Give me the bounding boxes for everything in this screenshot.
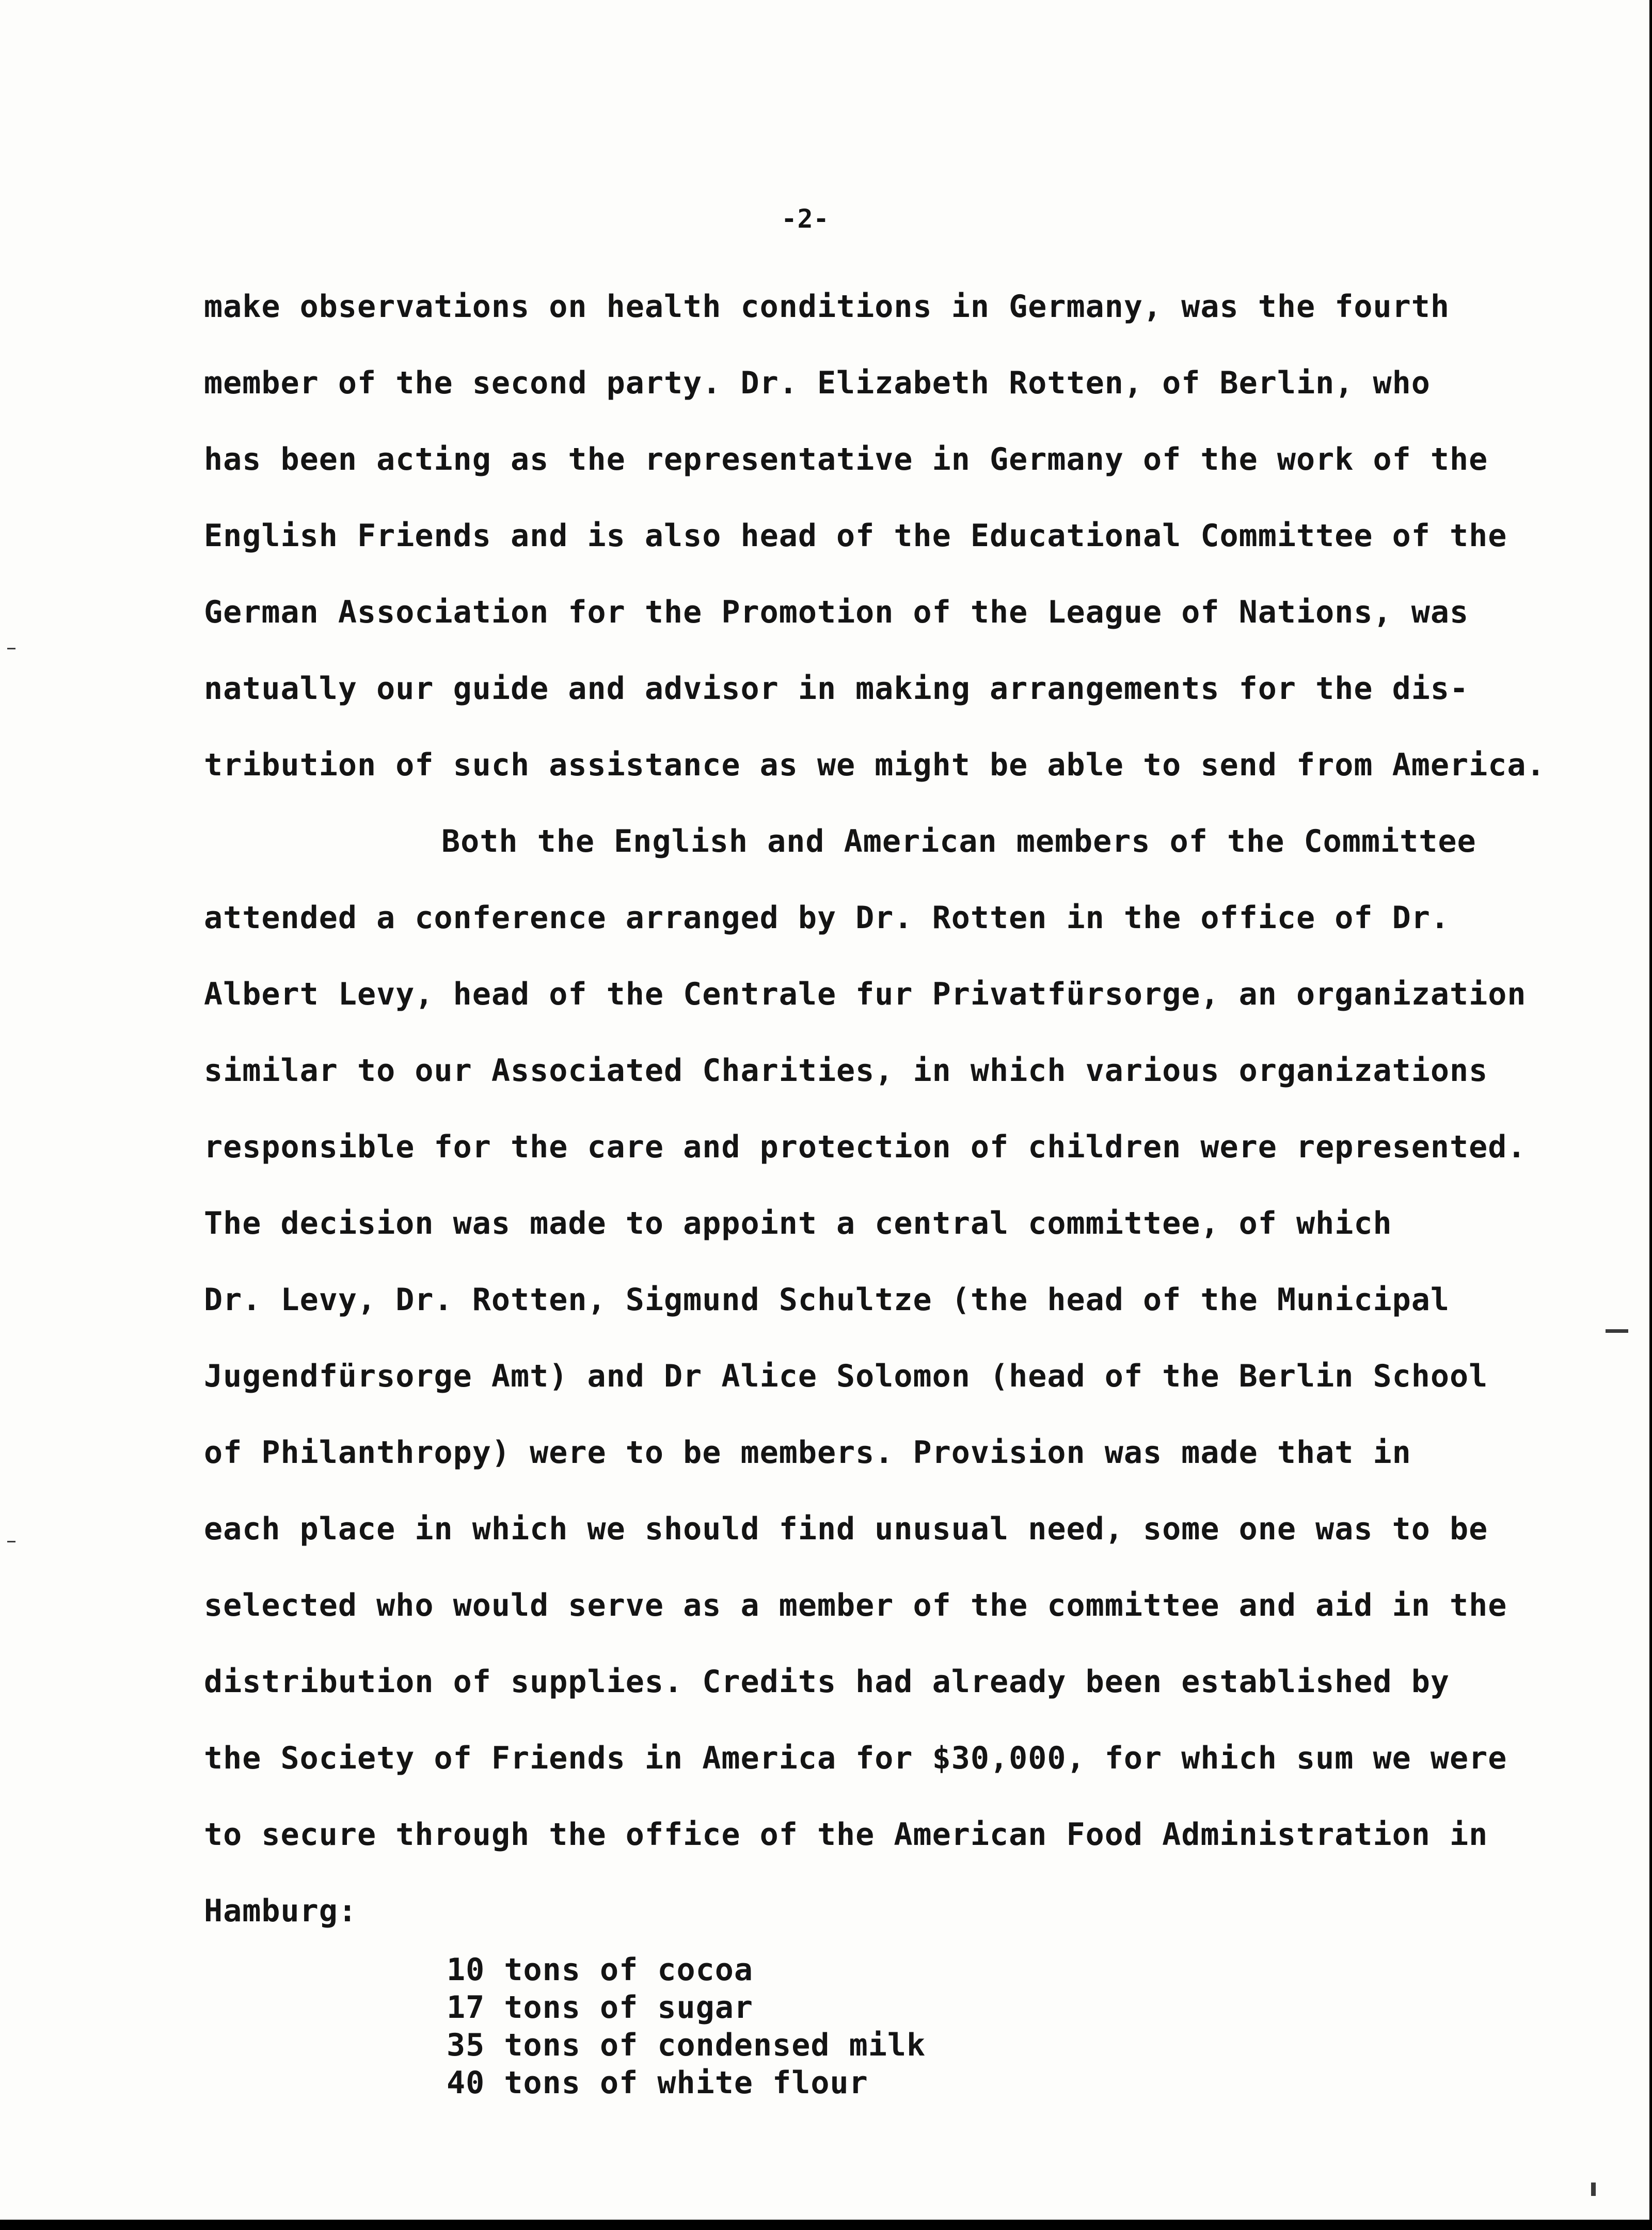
page-number: -2- bbox=[781, 204, 830, 234]
supply-item: 40 tons of white flour bbox=[447, 2065, 868, 2101]
text-line: member of the second party. Dr. Elizabeth Rotten, of Berlin, who bbox=[204, 365, 1431, 401]
text-line: the Society of Friends in America for $30,000, for which sum we were bbox=[204, 1740, 1507, 1776]
text-line: attended a conference arranged by Dr. Rotten in the office of Dr. bbox=[204, 900, 1450, 936]
text-line: has been acting as the representative in Germany of the work of the bbox=[204, 441, 1488, 477]
text-line: to secure through the office of the American Food Administration in bbox=[204, 1817, 1488, 1853]
text-line: The decision was made to appoint a central committee, of which bbox=[204, 1205, 1392, 1241]
text-line: German Association for the Promotion of the League of Nations, was bbox=[204, 594, 1469, 630]
text-line: of Philanthropy) were to be members. Provision was made that in bbox=[204, 1435, 1411, 1471]
text-line: Jugendfürsorge Amt) and Dr Alice Solomon (head of the Berlin School bbox=[204, 1358, 1488, 1394]
text-line: each place in which we should find unusual need, some one was to be bbox=[204, 1511, 1488, 1547]
supply-list bbox=[447, 1951, 926, 2102]
text-line: distribution of supplies. Credits had already been established by bbox=[204, 1664, 1450, 1700]
edge-mark bbox=[7, 1541, 15, 1542]
body-text bbox=[204, 268, 1587, 1949]
supply-item: 10 tons of cocoa bbox=[447, 1952, 753, 1988]
text-line: natually our guide and advisor in making arrangements for the dis- bbox=[204, 671, 1469, 707]
text-line: make observations on health conditions in Germany, was the fourth bbox=[204, 289, 1450, 325]
supply-item: 35 tons of condensed milk bbox=[447, 2027, 926, 2063]
text-line: similar to our Associated Charities, in which various organizations bbox=[204, 1053, 1488, 1089]
text-line: selected who would serve as a member of the committee and aid in the bbox=[204, 1587, 1507, 1623]
edge-mark bbox=[7, 648, 15, 649]
text-line: Hamburg: bbox=[204, 1893, 357, 1929]
supply-item: 17 tons of sugar bbox=[447, 1989, 753, 2026]
text-line: Albert Levy, head of the Centrale fur Privatfürsorge, an organization bbox=[204, 976, 1527, 1012]
text-line: Both the English and American members of the Committee bbox=[441, 823, 1476, 859]
edge-mark bbox=[1606, 1329, 1628, 1333]
text-line: responsible for the care and protection of children were represented. bbox=[204, 1129, 1527, 1165]
text-line: tribution of such assistance as we might be able to send from America. bbox=[204, 747, 1546, 783]
text-line: Dr. Levy, Dr. Rotten, Sigmund Schultze (the head of the Municipal bbox=[204, 1282, 1450, 1318]
edge-mark bbox=[1591, 2183, 1596, 2196]
text-line: English Friends and is also head of the Educational Committee of the bbox=[204, 518, 1507, 554]
